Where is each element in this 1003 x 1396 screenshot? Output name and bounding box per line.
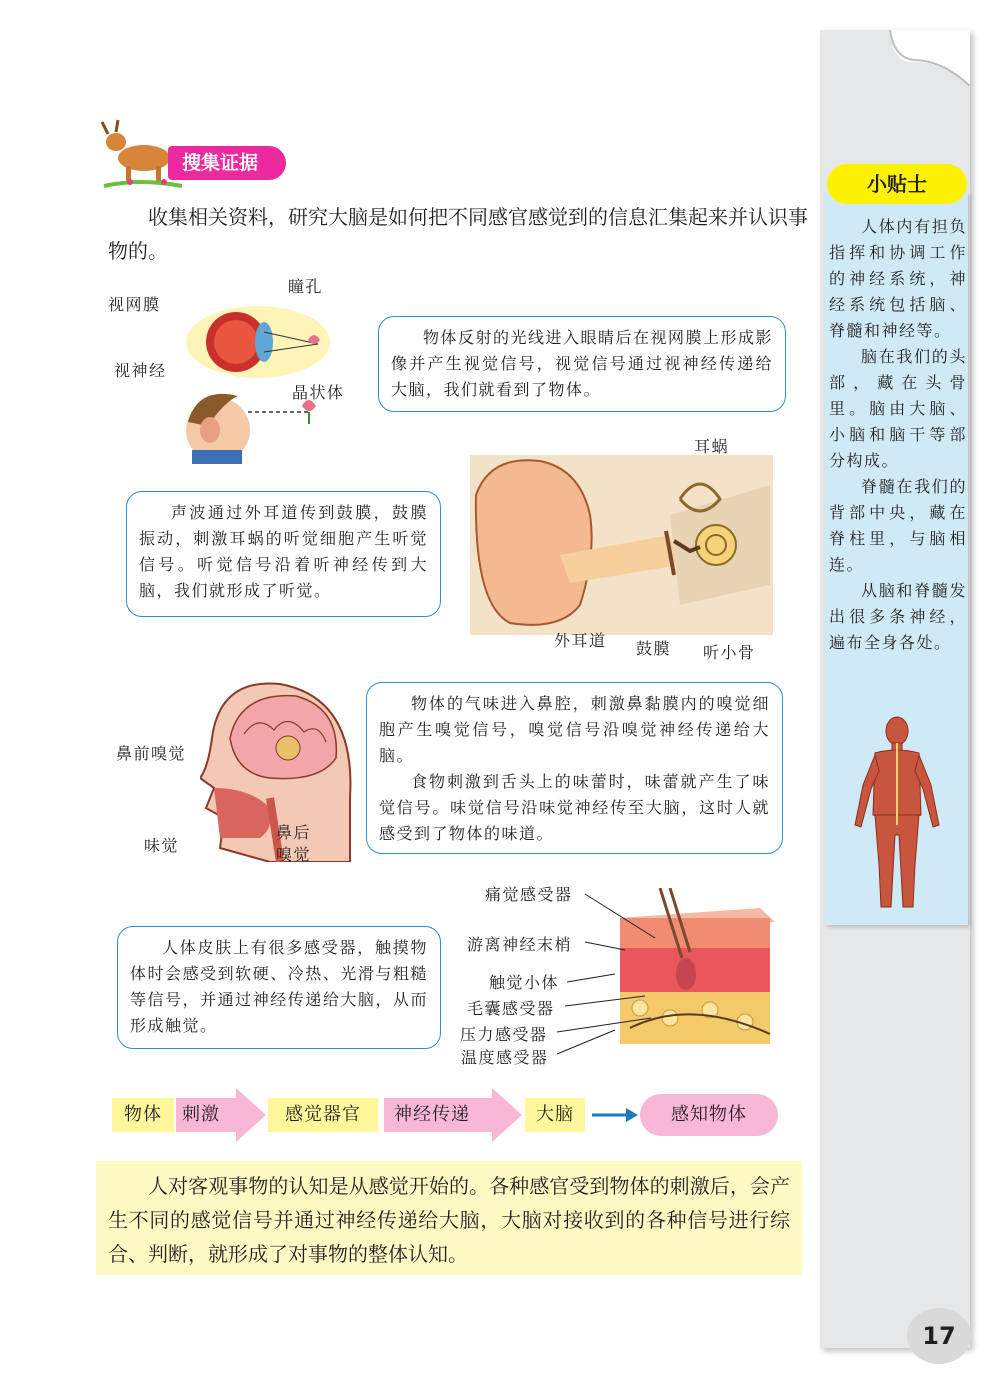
nervous-system-body-illustration	[845, 715, 950, 915]
pain-receptor-label: 痛觉感受器	[485, 885, 573, 904]
eye-explanation-bubble	[378, 316, 786, 412]
taste-label: 味觉	[144, 836, 180, 855]
cochlea-label: 耳蜗	[694, 437, 730, 456]
skin-label-leader-lines	[555, 890, 665, 1060]
tip-paragraph: 脊髓在我们的背部中央，藏在脊柱里，与脑相连。	[829, 477, 967, 574]
eye-explanation-text: 物体反射的光线进入眼睛后在视网膜上形成影像并产生视觉信号，视觉信号通过视神经传递给大脑，我们就看到了物体。	[391, 328, 774, 399]
front-smell-label: 鼻前嗅觉	[116, 744, 187, 763]
flow-sense-organ: 感觉器官	[268, 1098, 378, 1132]
skin-explanation-bubble	[117, 926, 441, 1049]
tip-paragraph: 人体内有担负指挥和协调工作的神经系统，神经系统包括脑、脊髓和神经等。	[829, 217, 967, 340]
ear-canal-label: 外耳道	[554, 631, 607, 650]
flow-arrow-icon	[236, 1088, 266, 1142]
taste-explanation-text: 食物刺激到舌头上的味蕾时，味蕾就产生了味觉信号。味觉信号沿味觉神经传至大脑，这时人就感受到了物体的味道。	[379, 772, 770, 843]
skin-explanation-text: 人体皮肤上有很多感受器，触摸物体时会感受到软硬、冷热、光滑与粗糙等信号，并通过神经传递给大脑，从而形成触觉。	[130, 938, 428, 1035]
optic-nerve-label: 视神经	[114, 361, 167, 380]
flow-brain: 大脑	[525, 1098, 585, 1132]
page-curl-icon	[880, 30, 970, 86]
flow-stimulus: 刺激	[176, 1098, 238, 1132]
smell-explanation-text: 物体的气味进入鼻腔，刺激鼻黏膜内的嗅觉细胞产生嗅觉信号，嗅觉信号沿嗅觉神经传递给大脑。	[379, 694, 770, 765]
flow-arrow-icon	[492, 1088, 522, 1142]
conclusion-box	[96, 1161, 802, 1275]
tip-text	[829, 214, 967, 656]
ear-explanation-bubble	[126, 491, 441, 617]
flow-nerve-transmission: 神经传递	[384, 1098, 494, 1132]
touch-corpuscle-label: 触觉小体	[489, 973, 560, 992]
lens-label: 晶状体	[292, 383, 345, 402]
flow-perceive-object: 感知物体	[640, 1094, 778, 1136]
smell-taste-explanation-bubble	[366, 682, 783, 854]
pupil-label: 瞳孔	[288, 277, 324, 296]
tip-paragraph: 从脑和脊髓发出很多条神经，遍布全身各处。	[829, 581, 967, 652]
ossicles-label: 听小骨	[703, 643, 756, 662]
page-number: 17	[907, 1308, 971, 1364]
pressure-receptor-label: 压力感受器	[460, 1025, 548, 1044]
ear-explanation-text: 声波通过外耳道传到鼓膜，鼓膜振动，刺激耳蜗的听觉细胞产生听觉信号。听觉信号沿着听神经传到大脑，我们就形成了听觉。	[139, 503, 428, 600]
free-nerve-ending-label: 游离神经末梢	[467, 935, 573, 954]
back-smell-label: 鼻后	[276, 823, 312, 842]
flow-object: 物体	[112, 1098, 174, 1132]
back-smell-label: 嗅觉	[276, 845, 312, 864]
retina-label: 视网膜	[108, 295, 161, 314]
tip-title: 小贴士	[827, 164, 967, 204]
section-badge: 搜集证据	[168, 146, 286, 180]
arrow-right-icon	[590, 1106, 640, 1124]
intro-paragraph: 收集相关资料，研究大脑是如何把不同感官感觉到的信息汇集起来并认识事物的。	[108, 205, 808, 263]
temperature-receptor-label: 温度感受器	[461, 1048, 549, 1067]
tip-paragraph: 脑在我们的头部，藏在头骨里。脑由大脑、小脑和脑干等部分构成。	[829, 347, 967, 470]
ear-diagram	[470, 455, 773, 635]
eardrum-label: 鼓膜	[636, 639, 672, 658]
conclusion-text: 人对客观事物的认知是从感觉开始的。各种感官受到物体的刺激后，会产生不同的感觉信号并通过神经传递给大脑，大脑对接收到的各种信号进行综合、判断，就形成了对事物的整体认知。	[108, 1174, 790, 1266]
follicle-receptor-label: 毛囊感受器	[467, 999, 555, 1018]
